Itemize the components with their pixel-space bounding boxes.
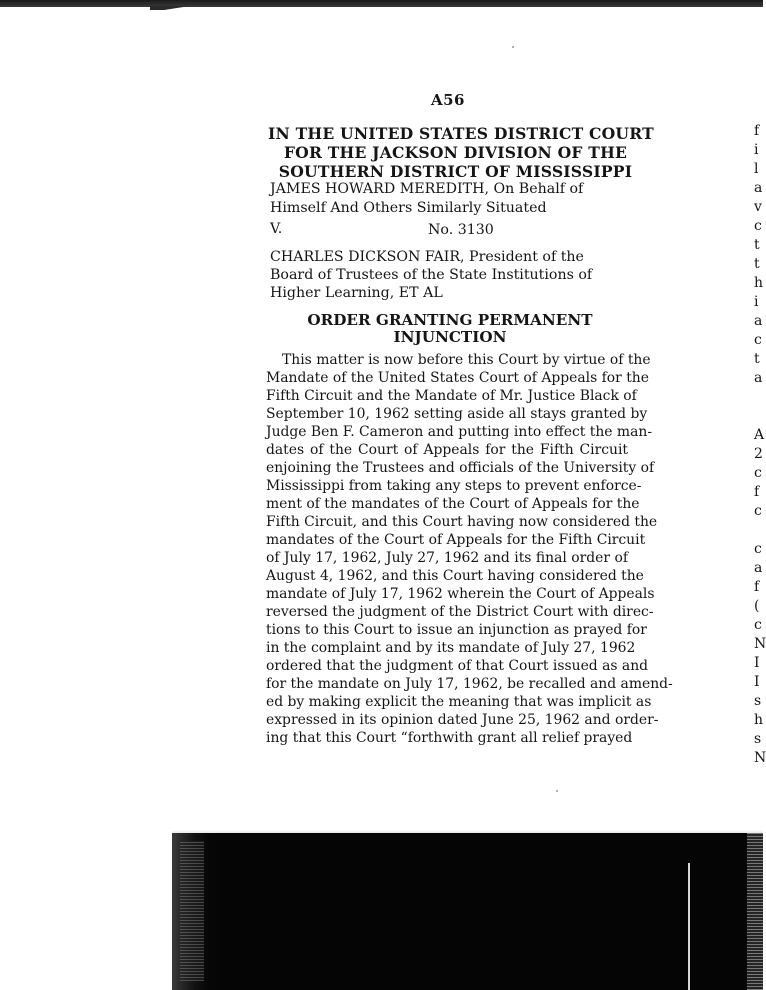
margin-letter: I: [754, 674, 760, 690]
order-title-line: ORDER GRANTING PERMANENT: [307, 311, 593, 329]
margin-letter: a: [754, 370, 763, 386]
margin-letter: A: [754, 427, 765, 443]
body-line: tions to this Court to issue an injunction as prayed for: [266, 622, 647, 638]
margin-letter: h: [754, 712, 764, 728]
margin-letter: a: [754, 180, 763, 196]
margin-letter: f: [754, 579, 760, 595]
body-line: Fifth Circuit, and this Court having now considered the: [266, 514, 658, 530]
margin-letter: t: [754, 256, 760, 272]
margin-letter: v: [754, 199, 762, 215]
page-number: A56: [430, 91, 465, 109]
margin-letter: [754, 521, 766, 540]
defendant-line: Higher Learning, ET AL: [270, 285, 443, 301]
margin-letter: c: [754, 541, 762, 557]
body-line: dates of the Court of Appeals for the Fifth Circuit: [266, 442, 628, 458]
margin-letter: s: [754, 731, 762, 747]
order-title-line: INJUNCTION: [393, 328, 507, 346]
body-line: Mandate of the United States Court of Appeals for the: [266, 370, 649, 386]
court-heading-line: IN THE UNITED STATES DISTRICT COURT: [268, 124, 654, 143]
case-number: No. 3130: [428, 222, 494, 238]
margin-letter: c: [754, 617, 762, 633]
adjacent-page-margin: [754, 122, 766, 768]
scan-seam: [688, 863, 690, 990]
margin-letter: i: [754, 294, 759, 310]
body-line: ed by making explicit the meaning that was implicit as: [266, 694, 652, 710]
body-line: Fifth Circuit and the Mandate of Mr. Justice Black of: [266, 388, 637, 404]
court-heading-line: SOUTHERN DISTRICT OF MISSISSIPPI: [278, 162, 633, 181]
scan-speck: [556, 790, 558, 792]
body-line: expressed in its opinion dated June 25, 1962 and order-: [266, 712, 659, 728]
margin-letter: N: [754, 750, 766, 766]
defendant-line: Board of Trustees of the State Institutions of: [270, 267, 593, 283]
margin-letter: c: [754, 218, 762, 234]
scan-dark-region: [172, 833, 763, 990]
margin-letter: 2: [754, 446, 763, 462]
court-heading-line: FOR THE JACKSON DIVISION OF THE: [283, 143, 628, 162]
body-line: in the complaint and by its mandate of July 27, 1962: [266, 640, 636, 656]
margin-letter: N: [754, 636, 766, 652]
scan-speck: [512, 46, 514, 48]
margin-letter: t: [754, 351, 760, 367]
plaintiff-line: Himself And Others Similarly Situated: [270, 200, 547, 216]
body-line: August 4, 1962, and this Court having considered the: [266, 568, 644, 584]
margin-letter: I: [754, 655, 760, 671]
margin-letter: l: [754, 161, 759, 177]
margin-letter: a: [754, 313, 763, 329]
scan-grain: [180, 841, 204, 981]
margin-letter: [754, 388, 766, 407]
body-line: reversed the judgment of the District Court with direc-: [266, 604, 654, 620]
scan-top-notch: [150, 6, 190, 10]
versus-label: V.: [270, 221, 283, 237]
body-line: Judge Ben F. Cameron and putting into effect the man-: [266, 424, 653, 440]
margin-letter: s: [754, 693, 762, 709]
scan-dark-right-edge: [747, 833, 763, 990]
body-line: ing that this Court “forthwith grant all relief prayed: [266, 730, 633, 746]
body-line: of July 17, 1962, July 27, 1962 and its final order of: [266, 550, 628, 566]
order-title: [300, 312, 600, 346]
body-line: September 10, 1962 setting aside all stays granted by: [266, 406, 648, 422]
scan-top-edge: [0, 0, 763, 7]
body-line: enjoining the Trustees and officials of the University of: [266, 460, 655, 476]
defendant-line: CHARLES DICKSON FAIR, President of the: [270, 249, 584, 265]
body-line: mandate of July 17, 1962 wherein the Court of Appeals: [266, 586, 655, 602]
margin-letter: f: [754, 123, 760, 139]
margin-letter: h: [754, 275, 764, 291]
body-line: Mississippi from taking any steps to prevent enforce-: [266, 478, 642, 494]
body-line: ordered that the judgment of that Court issued as and: [266, 658, 649, 674]
margin-letter: i: [754, 142, 759, 158]
court-heading: [268, 124, 654, 181]
margin-letter: c: [754, 503, 762, 519]
margin-letter: f: [754, 484, 760, 500]
body-line: ment of the mandates of the Court of Appeals for the: [266, 496, 640, 512]
margin-letter: c: [754, 465, 762, 481]
margin-letter: t: [754, 237, 760, 253]
order-body: [266, 351, 673, 747]
body-line: for the mandate on July 17, 1962, be recalled and amend-: [266, 676, 673, 692]
margin-letter: (: [754, 598, 760, 614]
plaintiff-line: JAMES HOWARD MEREDITH, On Behalf of: [270, 181, 584, 197]
margin-letter: a: [754, 560, 763, 576]
body-line: mandates of the Court of Appeals for the Fifth Circuit: [266, 532, 646, 548]
margin-letter: [754, 407, 766, 426]
margin-letter: c: [754, 332, 762, 348]
body-line: This matter is now before this Court by virtue of the: [282, 352, 651, 368]
